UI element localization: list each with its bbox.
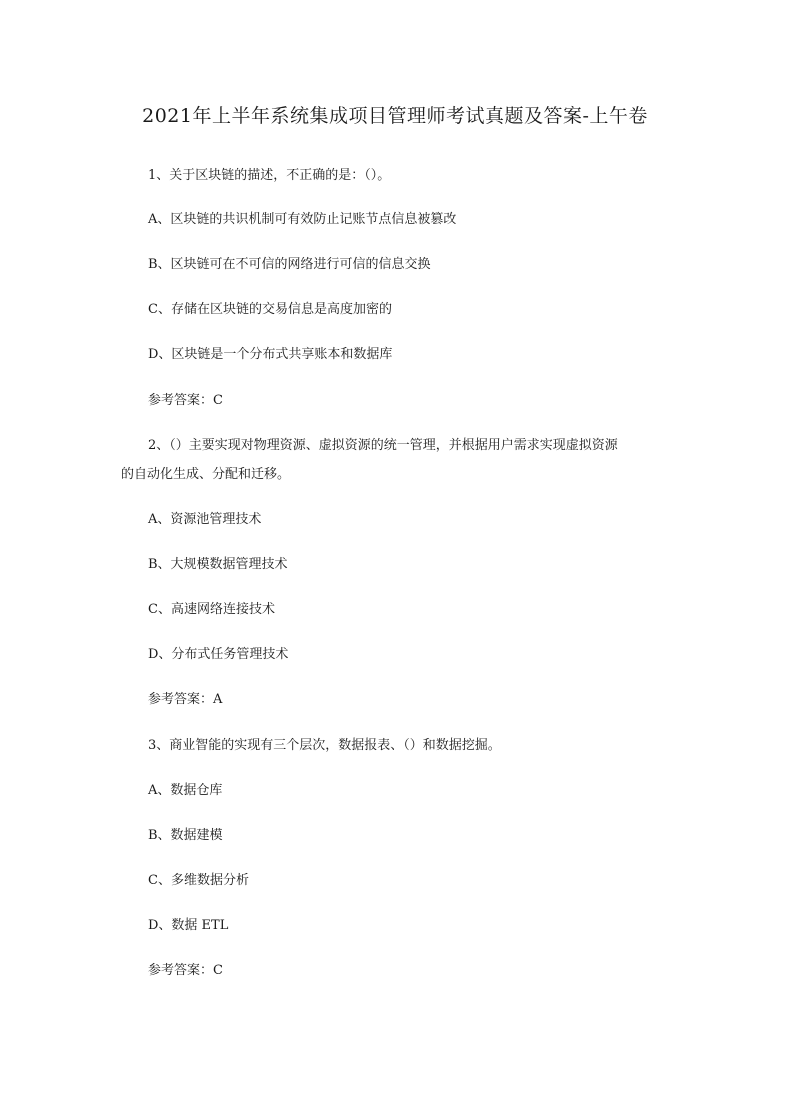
question-stem: 3、商业智能的实现有三个层次，数据报表、（）和数据挖掘。 [148, 738, 501, 753]
option-c: C、多维数据分析 [148, 873, 249, 888]
option-b: B、区块链可在不可信的网络进行可信的信息交换 [148, 257, 431, 272]
question-stem-continued: 的自动化生成、分配和迁移。 [121, 467, 291, 482]
answer: 参考答案：A [148, 692, 223, 707]
option-b: B、大规模数据管理技术 [148, 557, 288, 572]
option-a: A、数据仓库 [148, 783, 223, 798]
question-stem: 2、（）主要实现对物理资源、虚拟资源的统一管理，并根据用户需求实现虚拟资源 [148, 438, 618, 453]
option-b: B、数据建模 [148, 828, 223, 843]
answer: 参考答案：C [148, 393, 223, 408]
option-d: D、数据 ETL [148, 918, 229, 933]
question-stem: 1、关于区块链的描述，不正确的是：（）。 [148, 168, 391, 183]
option-c: C、高速网络连接技术 [148, 602, 275, 617]
option-a: A、资源池管理技术 [148, 512, 262, 527]
option-c: C、存储在区块链的交易信息是高度加密的 [148, 302, 392, 317]
answer: 参考答案：C [148, 963, 223, 978]
option-a: A、区块链的共识机制可有效防止记账节点信息被篡改 [148, 212, 457, 227]
document-title: 2021年上半年系统集成项目管理师考试真题及答案-上午卷 [142, 105, 648, 127]
option-d: D、分布式任务管理技术 [148, 647, 289, 662]
option-d: D、区块链是一个分布式共享账本和数据库 [148, 347, 393, 362]
